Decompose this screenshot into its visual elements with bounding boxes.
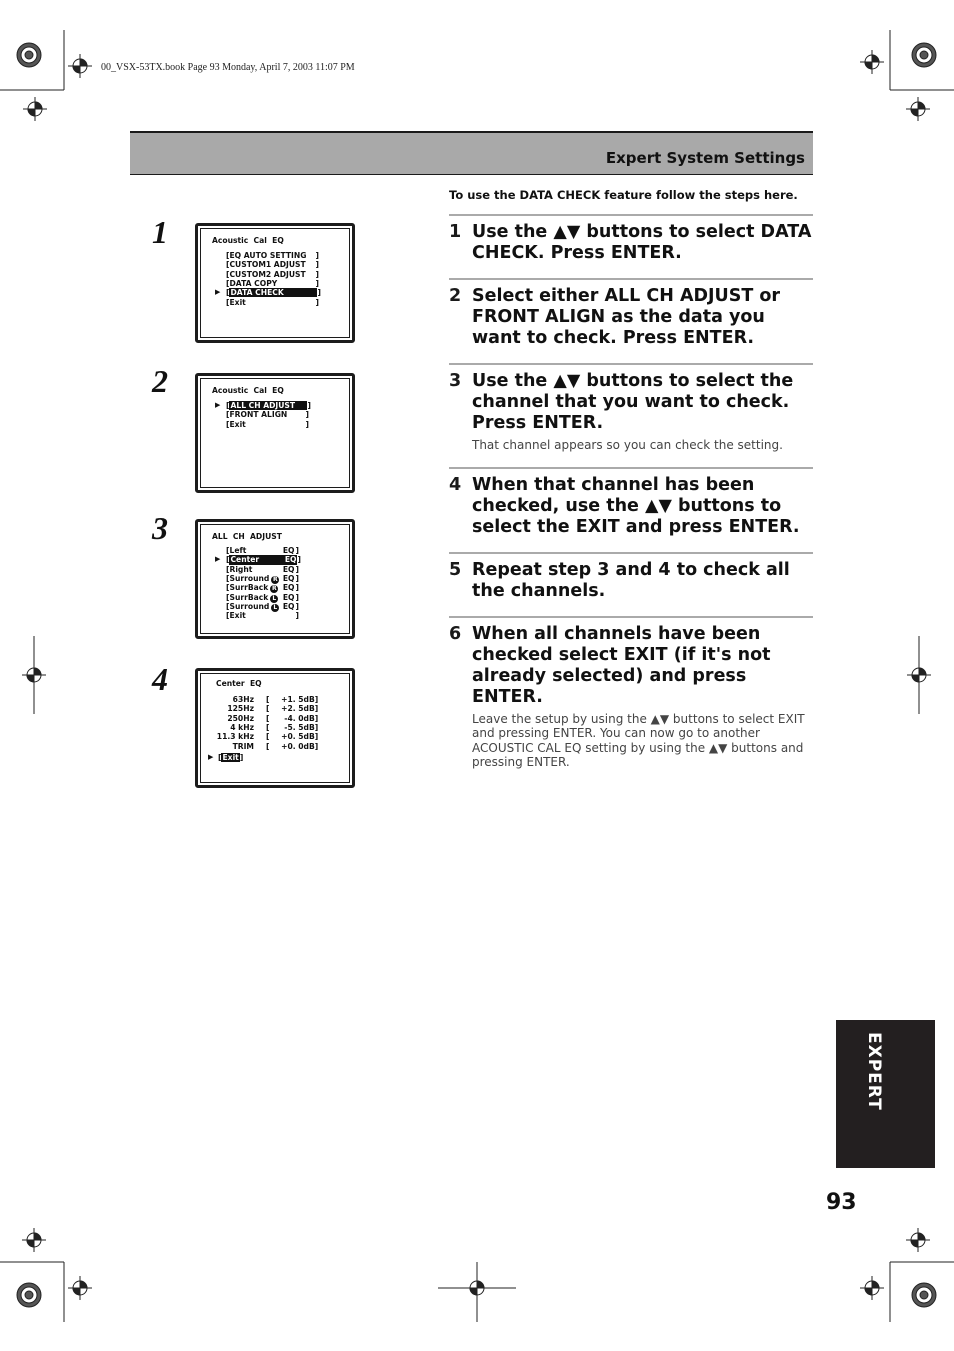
side-tab (836, 1020, 935, 1168)
osd-screen (195, 668, 355, 788)
registration-mark-icon (68, 54, 92, 78)
channel-name: SurrBack (229, 592, 269, 602)
page-number: 93 (826, 1190, 857, 1215)
menu-item (226, 298, 319, 307)
channel-suffix: EQ (282, 573, 295, 583)
eq-frequency: 125Hz (227, 704, 254, 714)
channel-suffix: EQ (282, 564, 295, 574)
screen-title: Acoustic Cal EQ (212, 386, 284, 395)
menu-item (226, 410, 309, 419)
channel-suffix: EQ (284, 555, 297, 565)
bracket-close: ] (314, 732, 319, 742)
menu-item-label: DATA CHECK (229, 288, 317, 297)
registration-mark-icon (907, 636, 931, 714)
bracket-close: ] (314, 713, 319, 723)
channel-side-badge: L (270, 595, 278, 603)
osd-screen (195, 223, 355, 343)
bracket-open: [ (226, 592, 230, 602)
step-note: Leave the setup by using the ▲▼ buttons to select EXIT and pressing ENTER. You can now go to another ACOUSTIC CAL EQ setting by using the ▲▼ buttons and pressing ENTER. (472, 711, 805, 769)
bracket-close: ] (305, 410, 309, 420)
bracket-close: ] (239, 752, 244, 762)
step-item (449, 552, 813, 616)
bracket-close: ] (314, 704, 319, 714)
bracket-open: [ (226, 564, 230, 574)
menu-item-label: FRONT ALIGN (229, 410, 288, 420)
step-number: 2 (449, 286, 462, 306)
menu-item (226, 251, 319, 260)
screen-title: ALL CH ADJUST (212, 532, 282, 541)
exit-label: Exit (222, 752, 239, 762)
bracket-close: ] (295, 601, 299, 611)
step-item (449, 278, 813, 363)
step-number: 3 (449, 371, 462, 391)
registration-mark-icon (860, 50, 884, 74)
bracket-close: ] (315, 260, 319, 270)
eq-value (266, 714, 318, 723)
exit-item (218, 753, 243, 762)
bracket-close: ] (295, 564, 299, 574)
menu-item (226, 288, 321, 297)
step-number: 4 (449, 474, 462, 495)
registration-mark-icon (22, 636, 46, 714)
menu-item (226, 401, 311, 410)
eq-frequency: TRIM (232, 741, 254, 751)
channel-side-badge: R (273, 575, 278, 583)
step-text: When all channels have been checked select EXIT (if it's not already selected) and press ENTER. (472, 623, 771, 707)
channel-suffix: EQ (282, 546, 295, 555)
step-text: When that channel has been checked, use the ▲▼ buttons to select the EXIT and press ENTER. (472, 474, 800, 537)
bracket-close: ] (315, 251, 319, 260)
registration-mark-icon (912, 1283, 936, 1307)
bracket-open: [ (266, 722, 270, 732)
eq-frequency: 4 kHz (230, 722, 254, 732)
bracket-open: [ (266, 704, 270, 714)
channel-name: Right (229, 564, 253, 574)
bracket-close: ] (307, 401, 311, 410)
step-number: 5 (449, 559, 462, 580)
step-item (449, 363, 813, 467)
bracket-close: ] (297, 555, 301, 565)
registration-mark-icon (17, 1283, 41, 1307)
registration-mark-icon (68, 1276, 92, 1300)
eq-value-text: -4. 0dB (284, 713, 315, 723)
step-item (449, 616, 813, 784)
registration-mark-icon (23, 97, 47, 121)
eq-frequency: 250Hz (227, 713, 254, 723)
step-text: Use the ▲▼ buttons to select the channel that you want to check. Press ENTER. (472, 371, 794, 433)
bracket-open: [ (226, 601, 230, 611)
bracket-open: [ (226, 583, 230, 593)
eq-value (266, 695, 318, 704)
bracket-open: [ (218, 752, 222, 762)
channel-suffix: EQ (282, 592, 295, 602)
menu-item (226, 420, 309, 429)
channel-name: Surround (229, 601, 270, 611)
channel-name: SurrBack (229, 583, 269, 593)
eq-value-text: +1. 5dB (281, 695, 315, 704)
file-info: 00_VSX-53TX.book Page 93 Monday, April 7, 2003 11:07 PM (101, 62, 355, 73)
eq-value-text: +0. 5dB (281, 732, 315, 742)
step-number: 1 (449, 222, 462, 242)
bracket-open: [ (226, 278, 230, 288)
registration-mark-icon (438, 1262, 516, 1322)
channel-item-body (229, 565, 295, 574)
channel-name: Left (229, 546, 247, 555)
menu-item (226, 279, 319, 288)
eq-frequency: 11.3 kHz (216, 732, 254, 742)
bracket-close: ] (315, 297, 319, 307)
screen-numeral: 4 (152, 661, 168, 697)
channel-item (226, 565, 299, 574)
screen-title: Acoustic Cal EQ (212, 236, 284, 245)
screen-title: Center EQ (216, 679, 262, 688)
bracket-close: ] (295, 611, 299, 621)
screen-numeral: 3 (152, 510, 168, 546)
registration-mark-icon (860, 1276, 884, 1300)
bracket-open: [ (226, 288, 230, 298)
registration-mark-icon (906, 97, 930, 121)
play-arrow-icon: ▶ (215, 555, 221, 564)
channel-item (226, 555, 301, 564)
registration-mark-icon (906, 1228, 930, 1252)
bracket-close: ] (295, 546, 299, 555)
bracket-open: [ (226, 410, 230, 420)
bracket-open: [ (226, 297, 230, 307)
menu-item-label: CUSTOM2 ADJUST (229, 269, 306, 279)
bracket-close: ] (315, 278, 319, 288)
bracket-open: [ (266, 732, 270, 742)
bracket-open: [ (226, 269, 230, 279)
section-title: Expert System Settings (605, 149, 805, 167)
channel-name: Exit (229, 611, 246, 621)
menu-item-label: EQ AUTO SETTING (229, 251, 307, 260)
channel-item-body (229, 611, 295, 620)
eq-value-text: +0. 0dB (281, 741, 315, 751)
step-item (449, 214, 813, 278)
bracket-open: [ (226, 401, 230, 410)
bracket-open: [ (266, 713, 270, 723)
channel-suffix: EQ (282, 583, 295, 593)
eq-value (266, 742, 318, 751)
bracket-close: ] (314, 722, 319, 732)
bracket-open: [ (226, 546, 230, 555)
registration-mark-icon (22, 1228, 46, 1252)
channel-name: Center (230, 555, 260, 565)
eq-value (266, 723, 318, 732)
intro-text: To use the DATA CHECK feature follow the steps here. (449, 188, 798, 202)
osd-screen (195, 519, 355, 639)
bracket-close: ] (305, 419, 309, 429)
bracket-close: ] (314, 695, 319, 704)
eq-frequency: 63Hz (232, 695, 254, 704)
menu-item (226, 270, 319, 279)
eq-value-text: -5. 5dB (284, 722, 315, 732)
bracket-close: ] (295, 592, 299, 602)
bracket-open: [ (266, 741, 270, 751)
menu-item (226, 260, 319, 269)
section-header (130, 131, 813, 175)
channel-suffix: EQ (282, 601, 295, 611)
bracket-open: [ (226, 611, 230, 621)
osd-screen (195, 373, 355, 493)
step-text: Repeat step 3 and 4 to check all the channels. (472, 559, 790, 601)
bracket-open: [ (226, 251, 230, 260)
bracket-open: [ (226, 419, 230, 429)
step-text: Use the ▲▼ buttons to select DATA CHECK. Press ENTER. (472, 222, 812, 263)
bracket-open: [ (266, 695, 270, 704)
menu-item-label: CUSTOM1 ADJUST (229, 260, 306, 270)
channel-item (226, 611, 299, 620)
step-note: That channel appears so you can check the setting. (472, 438, 783, 452)
channel-item (226, 546, 299, 555)
channel-name: Surround (229, 573, 270, 583)
channel-item-body (229, 546, 295, 555)
play-arrow-icon: ▶ (215, 288, 221, 297)
side-tab-label: EXPERT (864, 1032, 884, 1111)
step-item (449, 467, 813, 552)
eq-value (266, 732, 318, 741)
bracket-open: [ (226, 573, 230, 583)
channel-side-badge: L (271, 604, 279, 612)
channel-side-badge: R (272, 585, 277, 593)
screen-numeral: 1 (152, 214, 168, 250)
bracket-close: ] (315, 269, 319, 279)
menu-item-label: DATA COPY (229, 278, 278, 288)
channel-item-body (229, 555, 297, 564)
menu-item-label: Exit (229, 419, 246, 429)
bracket-close: ] (314, 741, 319, 751)
bracket-close: ] (317, 288, 321, 298)
menu-item-label: Exit (229, 297, 246, 307)
registration-mark-icon (17, 43, 41, 67)
menu-item-label: ALL CH ADJUST (229, 401, 307, 410)
step-list (449, 214, 813, 784)
bracket-close: ] (295, 583, 299, 593)
play-arrow-icon: ▶ (208, 752, 214, 761)
eq-value-text: +2. 5dB (281, 704, 315, 714)
play-arrow-icon: ▶ (215, 401, 221, 409)
bracket-open: [ (226, 555, 230, 565)
step-number: 6 (449, 623, 462, 644)
screen-numeral: 2 (152, 363, 168, 399)
bracket-open: [ (226, 260, 230, 270)
step-text: Select either ALL CH ADJUST or FRONT ALIGN as the data you want to check. Press ENTER. (472, 286, 781, 348)
bracket-close: ] (295, 573, 299, 583)
registration-mark-icon (912, 43, 936, 67)
eq-value (266, 704, 318, 713)
